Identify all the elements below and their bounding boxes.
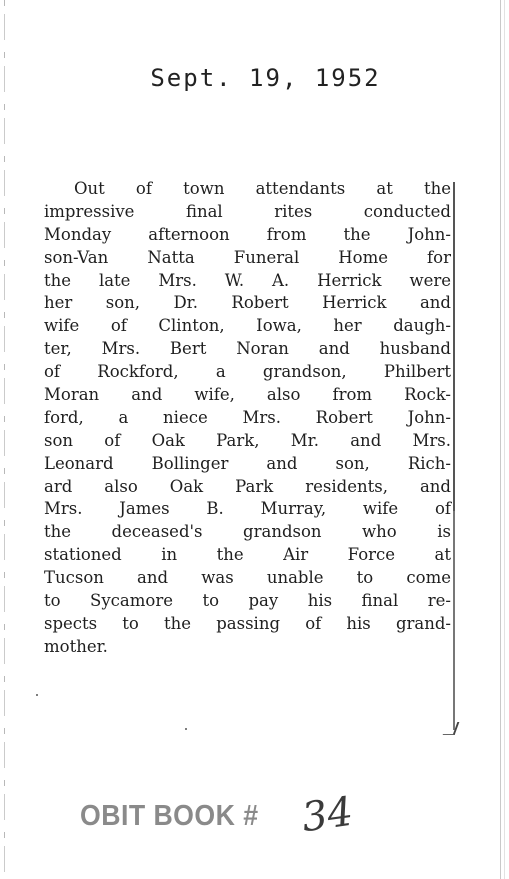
article-line: wife of Clinton, Iowa, her daugh- [44,316,451,336]
article-line: son-Van Natta Funeral Home for [44,247,451,267]
article-line: to Sycamore to pay his final re- [44,591,451,611]
article-line: her son, Dr. Robert Herrick and [44,293,451,313]
page-right-edge-outer [504,0,505,879]
ink-speck [185,728,187,730]
obit-book-stamp: OBIT BOOK # [80,800,259,832]
ink-speck [36,694,38,696]
obituary-clipping [44,178,451,659]
article-line: Mrs. James B. Murray, wife of [44,499,451,519]
article-line: Out of town attendants at the [74,179,451,198]
clipping-date: Sept. 19, 1952 [150,64,381,92]
article-line: spects to the passing of his grand- [44,613,451,633]
article-line: Tucson and was unable to come [44,568,451,588]
article-line: stationed in the Air Force at [44,545,451,565]
obit-book-number: 34 [299,788,356,842]
article-line: ard also Oak Park residents, and [44,476,451,496]
page-left-edge [4,0,5,879]
article-line: of Rockford, a grandson, Philbert [44,362,451,382]
article-line: ter, Mrs. Bert Noran and husband [44,339,451,359]
clipping-cut-edge [453,182,455,730]
article-line: the late Mrs. W. A. Herrick were [44,270,451,290]
article-line: mother. [44,636,108,656]
article-line: Moran and wife, also from Rock- [44,385,451,405]
article-line: impressive final rites conducted [44,201,451,221]
article-line: Monday afternoon from the John- [44,224,451,244]
article-line: Leonard Bollinger and son, Rich- [44,453,451,473]
article-line: the deceased's grandson who is [44,522,451,542]
page-right-edge [500,0,501,879]
clipping-corner-mark [443,722,460,735]
article-line: ford, a niece Mrs. Robert John- [44,407,451,427]
article-line: son of Oak Park, Mr. and Mrs. [44,430,451,450]
